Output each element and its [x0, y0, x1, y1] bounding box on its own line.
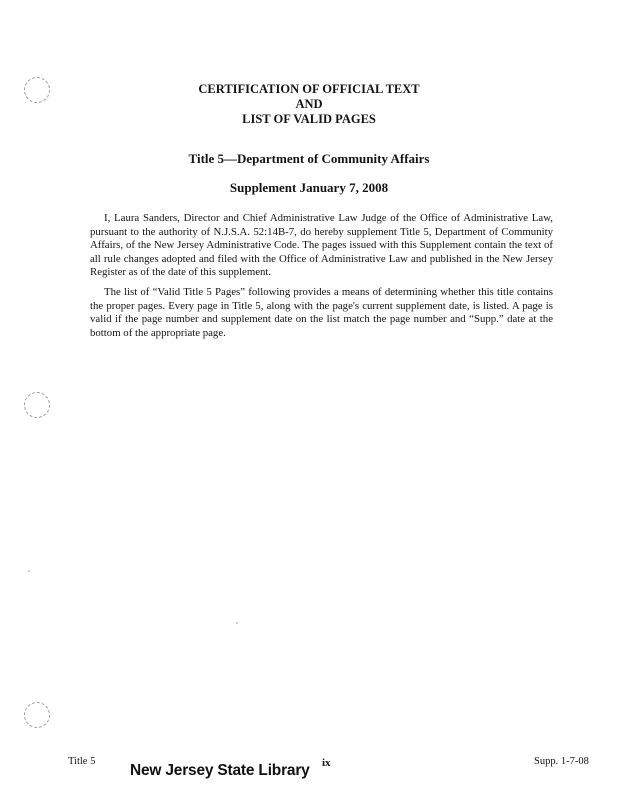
page-number: ix — [322, 757, 331, 769]
title-heading: Title 5—Department of Community Affairs — [188, 151, 430, 166]
binder-hole — [24, 392, 50, 418]
footer-supplement-date: Supp. 1-7-08 — [534, 756, 589, 767]
valid-pages-heading: LIST OF VALID PAGES — [242, 112, 376, 126]
heading-and: AND — [295, 97, 323, 111]
scan-speck — [236, 622, 238, 624]
certification-heading: CERTIFICATION OF OFFICIAL TEXT — [198, 82, 420, 96]
certification-paragraph: I, Laura Sanders, Director and Chief Administrative Law Judge of the Office of Administrative Law, pursuant to the authority of N.J.S.A. 52:14B-7, do hereby supplement Title 5, Department of Community Affairs, of the New Jersey Administrative Code. The pages issued with this Supplement contain the text of all rule changes adopted and filed with the Office of Administrative Law and published in the New Jersey Register as of the date of this supplement. — [90, 212, 553, 279]
supplement-date-heading: Supplement January 7, 2008 — [229, 180, 389, 195]
footer-title: Title 5 — [68, 756, 96, 767]
valid-pages-paragraph: The list of “Valid Title 5 Pages” following provides a means of determining whether this title contains the proper pages. Every page in Title 5, along with the page's current supplement date, is listed. A page is valid if the page number and supplement date on the list match the page number and “Supp.” date at the bottom of the appropriate page. — [90, 286, 553, 339]
scan-speck — [28, 570, 30, 572]
binder-hole — [24, 702, 50, 728]
library-watermark: New Jersey State Library — [130, 762, 310, 779]
